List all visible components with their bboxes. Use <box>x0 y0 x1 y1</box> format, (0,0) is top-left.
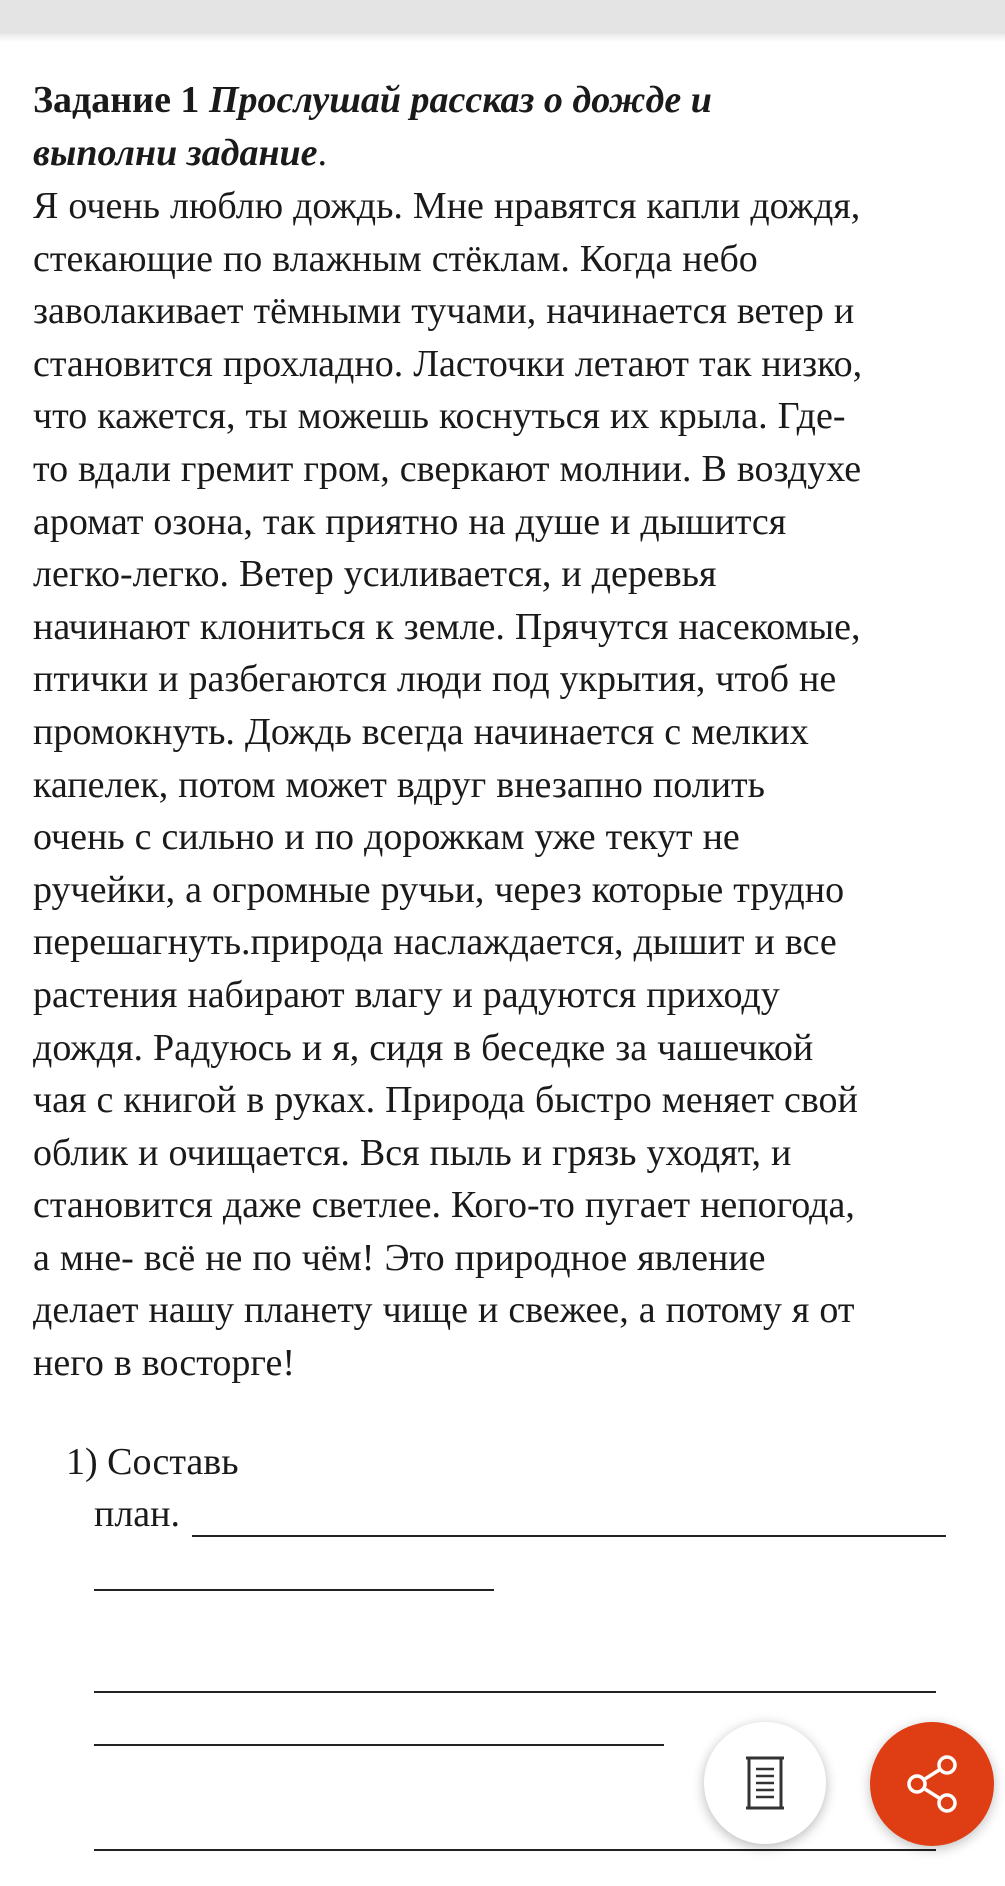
question-1-number: 1) Составь <box>66 1441 239 1483</box>
story-line: растения набирают влагу и радуются приходу <box>33 973 780 1016</box>
story-line: облик и очищается. Вся пыль и грязь уходят, и <box>33 1131 792 1174</box>
document-icon <box>745 1755 785 1811</box>
story-line: очень с сильно и по дорожкам уже текут не <box>33 816 740 859</box>
story-line: становится даже светлее. Кого-то пугает непогода, <box>33 1184 855 1227</box>
question-1-plan: план. <box>94 1493 181 1535</box>
story-line: промокнуть. Дождь всегда начинается с мелких <box>33 710 809 753</box>
task-heading-period: . <box>317 132 328 174</box>
document-button[interactable] <box>704 1722 826 1844</box>
story-line: что кажется, ты можешь коснуться их крыла. Где- <box>33 395 846 438</box>
story-line: перешагнуть.природа наслаждается, дышит и все <box>33 921 837 964</box>
top-bar-shadow <box>0 34 1005 42</box>
share-button[interactable] <box>870 1722 994 1846</box>
story-line: капелек, потом может вдруг внезапно полить <box>33 763 765 806</box>
share-icon <box>902 1753 962 1815</box>
document-content <box>33 74 983 1390</box>
story-line: Я очень люблю дождь. Мне нравятся капли дождя, <box>33 185 861 227</box>
top-bar <box>0 0 1005 34</box>
task-label: Задание 1 <box>33 79 209 121</box>
answer-line-4 <box>94 1744 664 1746</box>
story-line: то вдали гремит гром, сверкают молнии. В воздухе <box>33 447 862 490</box>
story-line: начинают клониться к земле. Прячутся насекомые, <box>33 605 861 648</box>
story-line: делает нашу планету чище и свежее, а потому я от <box>33 1289 855 1332</box>
story-line: чая с книгой в руках. Природа быстро меняет свой <box>33 1079 858 1122</box>
story-line: стекающие по влажным стёклам. Когда небо <box>33 237 758 280</box>
story-line: ручейки, а огромные ручьи, через которые трудно <box>33 868 845 911</box>
story-line: птички и разбегаются люди под укрытия, чтоб не <box>33 658 837 701</box>
answer-line-1 <box>192 1535 946 1537</box>
answer-line-2 <box>94 1589 494 1591</box>
task-heading <box>33 74 983 180</box>
story-line: становится прохладно. Ласточки летают так низко, <box>33 342 863 385</box>
task-instruction: Прослушай рассказ о дожде и <box>208 79 712 121</box>
story-text <box>33 180 983 1390</box>
task-instruction-continued: выполни задание <box>33 132 318 174</box>
story-line: легко-легко. Ветер усиливается, и деревья <box>33 553 717 596</box>
story-line: заволакивает тёмными тучами, начинается ветер и <box>33 290 855 333</box>
answer-line-5 <box>94 1849 936 1851</box>
answer-line-3 <box>94 1691 936 1693</box>
story-line: дождя. Радуюсь и я, сидя в беседке за чашечкой <box>33 1026 814 1069</box>
question-1 <box>66 1436 239 1540</box>
story-line: аромат озона, так приятно на душе и дышится <box>33 500 787 543</box>
story-line: а мне- всё не по чём! Это природное явление <box>33 1236 766 1279</box>
story-line: него в восторге! <box>33 1342 295 1385</box>
